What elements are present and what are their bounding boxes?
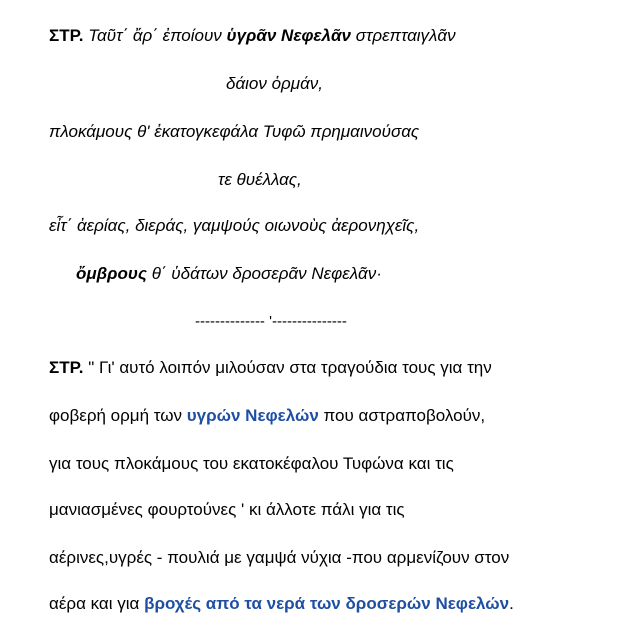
- ancient-line-6-post: θ΄ ὑδάτων δροσερᾶν Νεφελᾶν·: [146, 264, 382, 283]
- ancient-line-2: δάιον ὁρμάν,: [226, 74, 324, 93]
- ancient-line-6: [76, 264, 382, 284]
- modern-line-6-blue: βροχές από τα νερά των δροσερών Νεφελών: [144, 594, 510, 613]
- modern-line-6-pre: αέρα και για: [49, 594, 145, 613]
- modern-line-1: [49, 358, 492, 378]
- ancient-line-4: τε θυέλλας,: [218, 170, 302, 189]
- modern-line-2-pre: φοβερή ορμή των: [49, 406, 187, 425]
- ancient-line-5: εἶτ΄ ἀερίας, διεράς, γαμψούς οιωνοὺς ἀερονηχεῖς,: [49, 216, 420, 235]
- separator: -------------- '---------------: [195, 313, 347, 330]
- ancient-line-1-post: στρεπταιγλᾶν: [351, 26, 456, 45]
- ancient-line-3: πλοκάμους θ' ἑκατογκεφάλα Τυφῶ πρημαινούσας: [49, 122, 420, 141]
- modern-line-2: [49, 406, 485, 426]
- ancient-line-1: [49, 26, 456, 46]
- strophe-label: ΣΤΡ.: [49, 26, 84, 45]
- ancient-line-1-pre: Ταῦτ΄ ἄρ΄ ἐποίουν: [83, 26, 227, 45]
- modern-strophe-label: ΣΤΡ.: [49, 358, 84, 377]
- ancient-line-6-bold: ὄμβρους: [76, 264, 147, 283]
- ancient-line-1-bold: ὑγρᾶν Νεφελᾶν: [226, 26, 352, 45]
- modern-line-2-blue: υγρών Νεφελών: [186, 406, 319, 425]
- modern-line-4: μανιασμένες φουρτούνες ' κι άλλοτε πάλι για τις: [49, 500, 405, 519]
- modern-line-2-post: που αστραποβολούν,: [318, 406, 486, 425]
- modern-line-5: αέρινες,υγρές - πουλιά με γαμψά νύχια -που αρμενίζουν στον: [49, 548, 510, 567]
- modern-line-6: [49, 594, 514, 614]
- modern-line-3: για τους πλοκάμους του εκατοκέφαλου Τυφώνα και τις: [49, 454, 454, 473]
- modern-line-6-post: .: [509, 594, 514, 613]
- modern-line-1-text: " Γι' αυτό λοιπόν μιλούσαν στα τραγούδια τους για την: [83, 358, 492, 377]
